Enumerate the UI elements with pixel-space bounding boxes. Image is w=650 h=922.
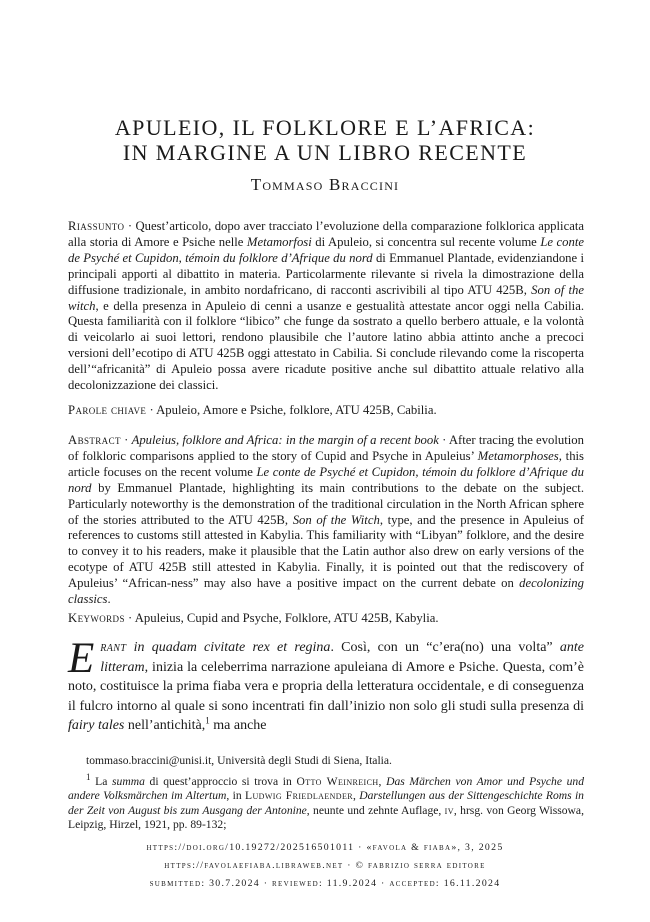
italic-title: Son of the Witch [292, 512, 380, 527]
italic-phrase: fairy tales [68, 718, 125, 734]
opening-small-caps: rant [100, 640, 127, 655]
body-text: ma anche [209, 718, 267, 734]
footnotes [68, 754, 584, 833]
italic-title: Le conte de Psyché et Cupidon, témoin du folklore d’Afrique du nord [68, 234, 585, 265]
abstract-english-text: · After tracing the evolution of folkloric comparisons applied to the story of Cupid and Psyche in Apuleius’ [68, 433, 584, 463]
body-text: , inizia la celeberrima narrazione apuleiana di Amore e Psiche. Questa, com’è noto, costituisce la prima fiaba vera e propria della letteratura occidentale, e di conseguenza il fulcro intorno al quale si sono incentrati fin dall’inizio non solo gli studi sulla presenza di [68, 659, 584, 714]
abstract-english-text: this article focuses on the recent volume [68, 448, 584, 479]
english-title: Apuleius, folklore and Africa: in the margin of a recent book [131, 433, 439, 447]
keywords-italian-text: Apuleio, Amore e Psiche, folklore, ATU 425B, Cabilia. [156, 403, 437, 417]
footnote-text: , [353, 789, 360, 803]
submission-dates: submitted: 30.7.2024 · reviewed: 11.9.2024 · accepted: 16.11.2024 [149, 878, 501, 889]
doi-line[interactable]: https://doi.org/10.19272/202516501011 · «favola & fiaba», 3, 2025 [146, 842, 504, 853]
abstract-english [68, 433, 584, 608]
keywords-italian [68, 403, 584, 419]
abstract-italian [68, 219, 584, 394]
abstract-italian-label: Riassunto [68, 219, 125, 233]
publisher-line[interactable]: https://favolaefiaba.libraweb.net · © fabrizio serra editore [164, 860, 486, 871]
italic-title: Son of the witch [68, 282, 584, 313]
italic-title: decolonizing classics [68, 576, 584, 607]
keywords-italian-label: Parole chiave [68, 403, 147, 417]
abstract-english-text: . [107, 592, 111, 607]
abstract-italian-text: di Emmanuel Plantade, evidenziandone i principali apporti al dibattito in materia. Particolarmente rilevante si rivela la dimostrazione della diffusione tradizionale, in ambito nordafricano, di racconti ascrivibili al tipo ATU 425B, [68, 250, 584, 297]
cited-author: Ludwig Friedlaender [244, 789, 353, 803]
body-text: . Così, con un “c’era(no) una volta” [330, 640, 560, 655]
italic-title: Metamorfosi [246, 234, 312, 249]
italic-word: summa [112, 774, 145, 788]
separator: · [124, 611, 135, 625]
body-text: nell’antichità, [124, 718, 206, 734]
keywords-english-label: Keywords [68, 611, 125, 625]
abstract-english-label: Abstract [68, 433, 121, 447]
cited-title: Das Märchen von Amor und Psyche und andere Volksmärchen im Altertum [68, 774, 585, 803]
body-paragraph [68, 635, 584, 736]
footnote-text: , [378, 774, 387, 788]
opening-italic: in quadam civitate rex et regina [126, 640, 331, 655]
abstract-italian-text: , e della presenza in Apuleio di cenni a usanze e gestualità attestate ancor oggi nella Cabilia. Questa familiarità con il folklore “libico” che funge da sostrato a quello berbero attuale, e la volontà di veicolarlo ai suoi lettori, rendono plausibile che l’autore latino abbia attinto anche a precoci versioni dell’ecotipo di ATU 425B oggi attestato in Cabilia. Si conclude rilevando come la riscoperta dell’“africanità” di Apuleio possa avere ricadute positive anche sul dibattito attuale relativo alla decolonizzazione dei classici. [68, 298, 584, 393]
italic-phrase: ante litteram [100, 640, 584, 675]
abstract-italian-text: Quest’articolo, dopo aver tracciato l’evoluzione della comparazione folklorica applicata alla storia di Amore e Psiche nelle [68, 219, 584, 249]
footnote-text: , neunte und zehnte Auflage, [306, 803, 445, 817]
separator: · [124, 219, 136, 233]
article-title-line-1: APULEIO, IL FOLKLORE E L’AFRICA: [114, 115, 536, 140]
article-author: Tommaso Braccini [250, 175, 400, 194]
keywords-english-text: Apuleius, Cupid and Psyche, Folklore, ATU 425B, Kabylia. [134, 611, 439, 625]
abstract-english-text: by Emmanuel Plantade, highlighting its main contributions to the debate on the subject. Particularly noteworthy is the demonstration of the traditional circulation in the North African sphere of the stories attributed to the ATU 425B, [68, 480, 584, 527]
drop-cap: E [68, 635, 95, 682]
footnote-text: , hrsg. von Georg Wissowa, Leipzig, Hirzel, 1921, pp. 89-132; [68, 803, 584, 832]
footnote-text: di quest’approccio si trova in [144, 774, 297, 788]
abstract-english-text: , type, and the presence in Apuleius of references to customs still attested in Kabylia. This familiarity with “Libyan” folklore, and the desire to convey it to his readers, make it plausible that the Latin author also drew on early versions of the ecotype of ATU 425B still attested in Kabylia. Finally, it is pointed out that the rediscovery of Apuleius’ “African-ness” may also have a positive impact on the current debate on [68, 512, 584, 591]
abstract-italian-text: di Apuleio, si concentra sul recente volume [311, 234, 541, 249]
cited-title: Darstellungen aus der Sittengeschichte Roms in der Zeit von August bis zum Ausgang der Antonine [68, 789, 584, 817]
cited-author: Otto Weinreich [296, 774, 379, 788]
article-title-line-2: IN MARGINE A UN LIBRO RECENTE [122, 140, 528, 165]
footnote-1 [68, 771, 585, 833]
keywords-english [68, 611, 584, 627]
footnote-text: , in [226, 789, 245, 803]
separator: · [146, 403, 157, 417]
italic-title: Metamorphoses, [477, 448, 562, 463]
separator: · [120, 433, 132, 447]
footnote-reference[interactable]: 1 [205, 715, 210, 726]
author-affiliation-note: tommaso.braccini@unisi.it, Università degli Studi di Siena, Italia. [86, 754, 392, 767]
italic-title: Le conte de Psyché et Cupidon, témoin du folklore d’Afrique du nord [68, 464, 584, 495]
volume-number: iv [444, 803, 454, 817]
footnote-number: 1 [86, 771, 91, 782]
footnote-text: La [90, 774, 113, 788]
